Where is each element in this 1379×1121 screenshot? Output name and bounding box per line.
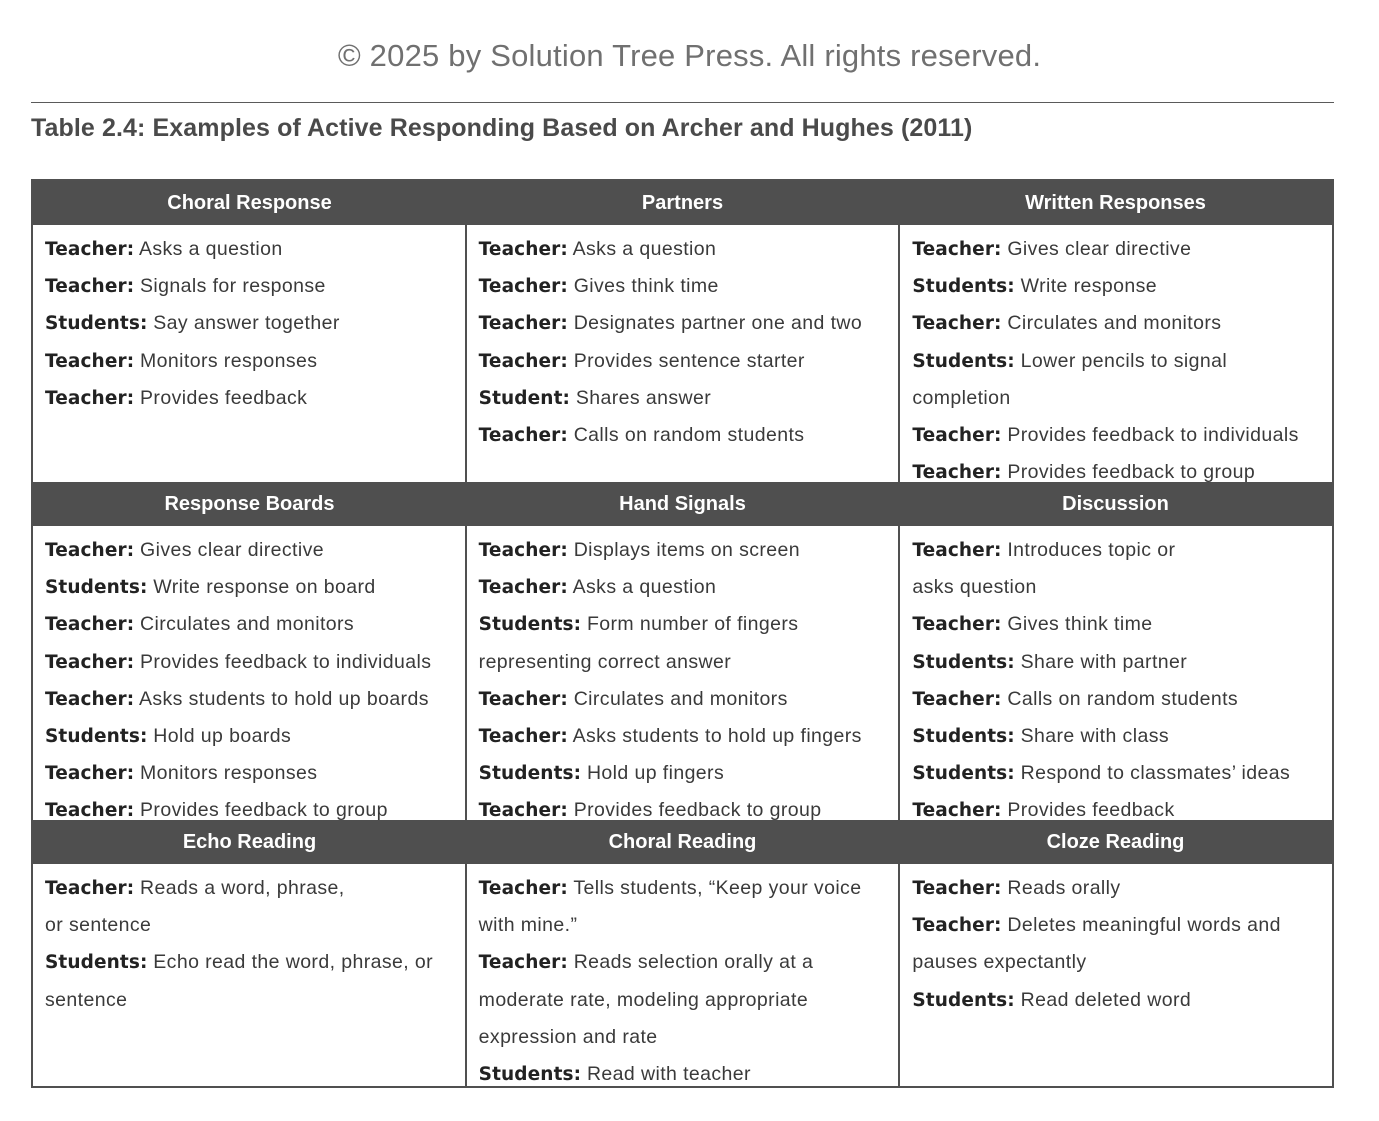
step-text: expression and rate [478,1025,658,1048]
step-text: Share with class [1014,725,1169,748]
step-line [45,343,455,380]
step-text: Tells students, “Keep your voice [567,877,862,899]
step-text: Share with partner [1014,650,1188,673]
step-line [479,268,889,305]
step-line [45,268,455,305]
active-responding-table [31,179,1334,1088]
step-text: Circulates and monitors [1001,312,1222,335]
step-text: Displays items on screen [567,539,801,561]
role-label: Teacher: [478,276,568,298]
step-text: Signals for response [134,275,326,298]
step-line [479,606,889,643]
step-line [912,231,1322,268]
step-text: Monitors responses [134,349,318,372]
step-line [479,417,889,454]
step-text: Provides feedback to individuals [1001,424,1299,447]
role-label: Students: [45,726,148,748]
step-line [45,718,455,755]
step-line [479,982,889,1019]
step-line [45,380,455,417]
column-heading: Written Responses [1025,192,1206,214]
column-heading: Echo Reading [182,831,317,853]
step-line [45,532,455,569]
column-heading: Choral Response [167,192,332,214]
step-line [912,417,1322,454]
step-text: completion [912,386,1011,409]
role-label: Students: [912,763,1015,785]
role-label: Teacher: [912,462,1002,484]
step-text: sentence [45,988,128,1011]
step-text: Provides feedback to individuals [134,650,432,673]
role-label: Students: [912,726,1015,748]
strategy-cell [898,225,1332,482]
step-line [912,944,1322,981]
step-line [912,755,1322,792]
step-text: Circulates and monitors [134,613,355,636]
step-text: asks question [912,576,1037,599]
role-label: Teacher: [478,540,568,561]
role-label: Teacher: [912,800,1002,822]
step-text: Gives clear directive [1001,238,1192,260]
strategy-cell [33,526,465,820]
section-body-row [33,864,1332,1086]
step-line [912,644,1322,681]
role-label: Teacher: [912,239,1002,260]
step-line [912,532,1322,569]
role-label: Students: [45,577,148,599]
step-text: Circulates and monitors [567,687,788,710]
copyright-notice: © 2025 by Solution Tree Press. All rights reserved. [337,38,1042,73]
section-header-row [33,181,1332,225]
step-text: Provides sentence starter [567,349,805,372]
step-line [479,718,889,755]
step-line [912,380,1322,417]
role-label: Students: [912,989,1015,1011]
strategy-cell [465,225,899,482]
role-label: Students: [45,313,148,335]
step-text: Read with teacher [581,1063,751,1086]
step-text: Deletes meaningful words and [1001,914,1281,937]
step-line [912,606,1322,643]
step-line [479,944,889,981]
role-label: Students: [912,276,1015,298]
step-line [479,343,889,380]
step-text: Asks a question [134,238,283,260]
column-heading: Discussion [1062,493,1169,515]
step-text: Provides feedback to group [567,799,822,822]
role-label: Teacher: [912,614,1002,636]
step-text: Gives think time [567,275,719,298]
step-line [912,305,1322,342]
role-label: Teacher: [478,952,568,974]
step-line [479,532,889,569]
step-line [912,907,1322,944]
column-heading: Partners [641,192,724,214]
step-text: pauses expectantly [912,951,1087,974]
step-text: Provides feedback [1001,799,1175,822]
step-line [912,343,1322,380]
step-text: Monitors responses [134,762,318,785]
step-line [912,870,1322,907]
role-label: Teacher: [912,915,1002,937]
step-line [45,870,455,907]
step-line [479,1019,889,1056]
section-body-row [33,225,1332,482]
column-heading: Cloze Reading [1046,831,1185,853]
step-line [479,569,889,606]
strategy-cell [465,864,899,1086]
role-label: Teacher: [45,800,135,822]
step-line [479,380,889,417]
step-line [912,268,1322,305]
role-label: Teacher: [45,651,135,673]
role-label: Students: [45,952,148,974]
step-text: Calls on random students [567,424,805,447]
step-line [912,681,1322,718]
header-divider [31,102,1334,103]
role-label: Teacher: [912,878,1002,899]
role-label: Teacher: [912,540,1002,561]
strategy-cell [465,526,899,820]
step-text: or sentence [45,914,152,937]
role-label: Teacher: [478,688,568,710]
step-text: Provides feedback to group [134,799,388,822]
step-text: Lower pencils to signal [1014,349,1228,372]
role-label: Teacher: [45,387,135,409]
role-label: Teacher: [478,800,568,822]
step-text: Write response on board [147,576,376,599]
role-label: Teacher: [912,688,1002,710]
strategy-cell [898,526,1332,820]
step-line [45,907,455,944]
role-label: Teacher: [478,878,568,899]
step-line [45,755,455,792]
step-text: Provides feedback to group [1001,461,1256,484]
step-text: Reads selection orally at a [567,951,814,974]
role-label: Teacher: [478,425,568,447]
step-line [45,944,455,981]
step-line [479,305,889,342]
role-label: Teacher: [478,350,568,372]
role-label: Teacher: [45,763,135,785]
step-text: Asks a question [567,238,717,260]
step-text: Designates partner one and two [567,312,863,335]
step-text: Asks a question [567,576,717,599]
step-line [912,982,1322,1019]
role-label: Teacher: [912,313,1002,335]
strategy-cell [33,864,465,1086]
role-label: Teacher: [45,239,135,260]
step-line [912,569,1322,606]
section-body-row [33,526,1332,820]
step-line [479,755,889,792]
step-text: Read deleted word [1014,988,1192,1011]
step-text: moderate rate, modeling appropriate [478,988,809,1011]
step-text: Asks students to hold up boards [134,687,429,710]
step-text: Say answer together [147,312,340,335]
role-label: Students: [912,651,1015,673]
step-text: Gives think time [1001,613,1153,636]
role-label: Teacher: [45,614,135,636]
column-heading: Choral Reading [608,831,757,853]
step-text: Reads orally [1001,877,1121,899]
step-text: Provides feedback [134,386,308,409]
strategy-cell [898,864,1332,1086]
step-text: Hold up fingers [581,762,725,785]
step-line [45,644,455,681]
step-line [45,681,455,718]
step-line [479,231,889,268]
step-line [479,907,889,944]
role-label: Teacher: [45,688,135,710]
step-text: Hold up boards [147,725,292,748]
section-header-row [33,820,1332,864]
step-text: Reads a word, phrase, [134,877,345,899]
role-label: Teacher: [912,425,1002,447]
role-label: Teacher: [478,239,568,260]
role-label: Students: [478,614,582,636]
column-heading: Hand Signals [619,493,746,515]
role-label: Teacher: [478,577,568,599]
step-line [912,718,1322,755]
role-label: Teacher: [45,540,135,561]
role-label: Teacher: [45,276,135,298]
role-label: Teacher: [45,350,135,372]
step-line [479,870,889,907]
step-line [45,569,455,606]
role-label: Students: [478,763,582,785]
step-text: Introduces topic or [1001,539,1176,561]
role-label: Student: [478,387,571,409]
role-label: Teacher: [478,313,568,335]
role-label: Teacher: [45,878,135,899]
step-text: with mine.” [478,914,578,937]
role-label: Teacher: [478,726,568,748]
section-header-row [33,482,1332,526]
role-label: Students: [478,1064,582,1086]
step-text: Gives clear directive [134,539,324,561]
step-line [45,231,455,268]
step-text: Shares answer [570,386,712,409]
step-text: representing correct answer [478,650,732,673]
step-line [479,1056,889,1093]
step-line [479,644,889,681]
step-line [479,681,889,718]
step-line [45,606,455,643]
step-text: Form number of fingers [581,613,799,636]
step-text: Calls on random students [1001,687,1239,710]
step-line [45,305,455,342]
column-heading: Response Boards [164,493,335,515]
strategy-cell [33,225,465,482]
step-text: Respond to classmates’ ideas [1014,762,1291,785]
step-text: Asks students to hold up fingers [567,725,862,748]
step-line [45,982,455,1019]
step-text: Echo read the word, phrase, or [147,951,434,974]
role-label: Students: [912,350,1015,372]
table-title: Table 2.4: Examples of Active Responding Based on Archer and Hughes (2011) [31,114,973,142]
step-text: Write response [1014,275,1157,298]
